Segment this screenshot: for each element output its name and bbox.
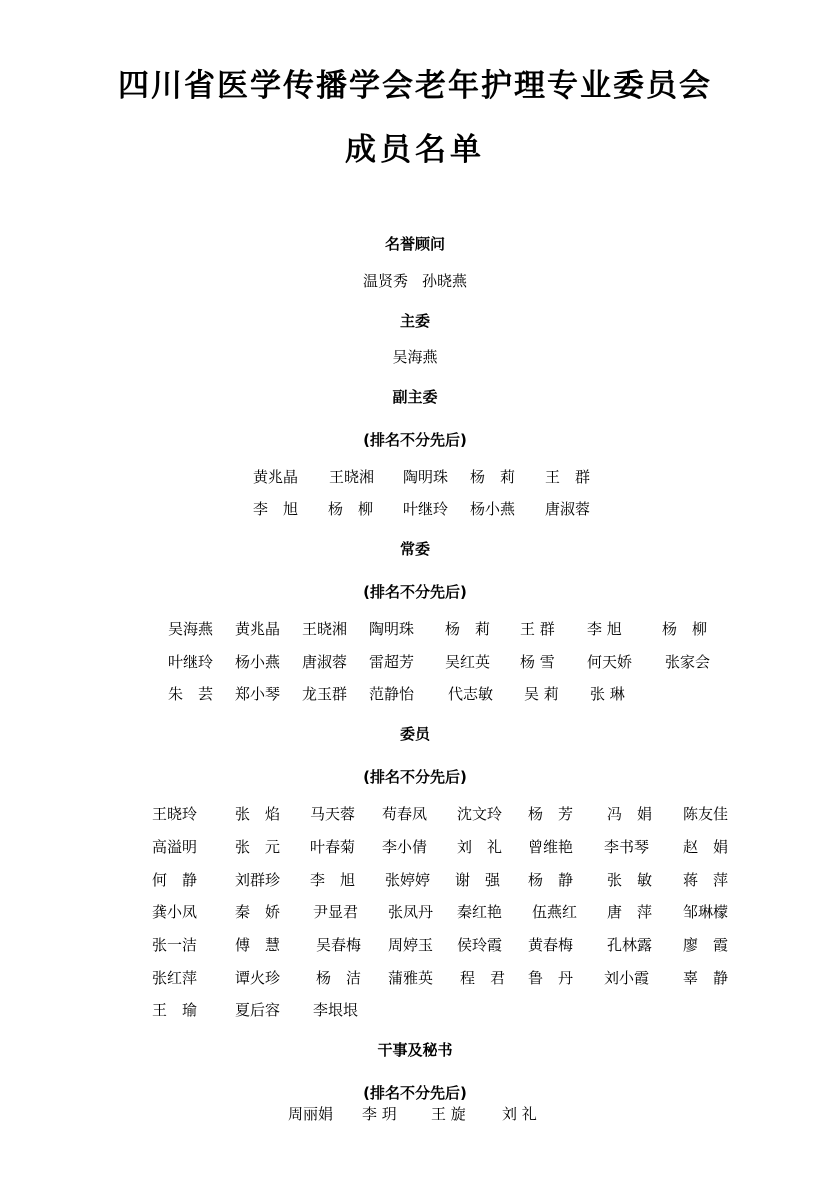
member-name: 张凤丹: [388, 903, 434, 921]
standing-name: 郑小琴: [235, 685, 281, 703]
member-name: 龚小凤: [152, 903, 198, 921]
secretaries-note: (排名不分先后): [363, 1084, 467, 1102]
members-row: [0, 934, 830, 954]
standing-name: 陶明珠: [369, 620, 415, 638]
member-name: 程 君: [460, 969, 506, 987]
member-name: 苟春凤: [382, 805, 428, 823]
member-name: 秦红艳: [457, 903, 503, 921]
chair-name: 吴海燕: [392, 348, 438, 366]
standing-heading: 常委: [399, 540, 430, 558]
secretary-name: 王 旋: [431, 1105, 466, 1123]
member-name: 张红萍: [152, 969, 198, 987]
member-name: 吴春梅: [316, 936, 362, 954]
vice-chair-name: 王 群: [545, 468, 591, 486]
honorary-names: [0, 270, 830, 290]
standing-name: 李 旭: [587, 620, 622, 638]
standing-name: 杨 莉: [445, 620, 491, 638]
member-name: 马天蓉: [310, 805, 356, 823]
members-note: (排名不分先后): [363, 768, 467, 786]
member-name: 高溢明: [152, 838, 198, 856]
standing-name: 龙玉群: [302, 685, 348, 703]
member-name: 叶春菊: [310, 838, 356, 856]
standing-name: 王 群: [520, 620, 555, 638]
member-name: 李小倩: [382, 838, 428, 856]
secretary-name: 李 玥: [362, 1105, 397, 1123]
vice-chair-note: (排名不分先后): [363, 431, 467, 449]
member-name: 孔林露: [607, 936, 653, 954]
standing-name: 杨 雪: [520, 653, 555, 671]
vice-chair-name: 王晓湘: [329, 468, 375, 486]
member-name: 杨 洁: [316, 969, 362, 987]
vice-chair-name: 杨 柳: [328, 500, 374, 518]
vice-chair-name: 叶继玲: [403, 500, 449, 518]
vice-chair-name: 黄兆晶: [253, 468, 299, 486]
member-name: 杨 芳: [528, 805, 574, 823]
member-name: 曾维艳: [528, 838, 574, 856]
member-name: 尹显君: [313, 903, 359, 921]
member-name: 谢 强: [455, 871, 501, 889]
vice-chair-row: [0, 498, 830, 518]
honorary-heading: 名誉顾问: [384, 235, 445, 253]
member-name: 周婷玉: [388, 936, 434, 954]
standing-name: 何天娇: [587, 653, 633, 671]
members-row: [0, 999, 830, 1019]
members-row: [0, 836, 830, 856]
standing-name: 代志敏: [448, 685, 494, 703]
member-name: 谭火珍: [235, 969, 281, 987]
standing-name: 张家会: [665, 653, 711, 671]
member-name: 沈文玲: [457, 805, 503, 823]
member-name: 侯玲霞: [457, 936, 503, 954]
standing-name: 吴 莉: [524, 685, 559, 703]
member-name: 廖 霞: [683, 936, 729, 954]
standing-name: 王晓湘: [302, 620, 348, 638]
secretaries-row: [0, 1103, 830, 1123]
member-name: 王 瑜: [152, 1001, 198, 1019]
vice-chair-name: 唐淑蓉: [545, 500, 591, 518]
member-name: 蒋 萍: [683, 871, 729, 889]
member-name: 鲁 丹: [528, 969, 574, 987]
member-name: 傅 慧: [235, 936, 281, 954]
member-name: 秦 娇: [235, 903, 281, 921]
standing-name: 范静怡: [369, 685, 415, 703]
member-name: 黄春梅: [528, 936, 574, 954]
vice-chair-row: [0, 466, 830, 486]
members-heading: 委员: [399, 725, 430, 743]
vice-chair-name: 陶明珠: [403, 468, 449, 486]
member-name: 唐 萍: [607, 903, 653, 921]
member-name: 李垠垠: [313, 1001, 359, 1019]
member-name: 邹琳檬: [683, 903, 729, 921]
member-name: 王晓玲: [152, 805, 198, 823]
standing-name: 杨 柳: [662, 620, 708, 638]
members-row: [0, 869, 830, 889]
member-name: 杨 静: [528, 871, 574, 889]
members-row: [0, 803, 830, 823]
member-name: 张 焰: [235, 805, 281, 823]
vice-chair-name: 杨 莉: [470, 468, 516, 486]
member-name: 刘小霞: [604, 969, 650, 987]
standing-row: [0, 683, 830, 703]
honorary-name: 温贤秀: [362, 272, 408, 290]
document-title: 四川省医学传播学会老年护理专业委员会: [118, 68, 712, 104]
member-name: 张一洁: [152, 936, 198, 954]
vice-chair-heading: 副主委: [392, 388, 438, 406]
member-name: 陈友佳: [683, 805, 729, 823]
member-name: 伍燕红: [532, 903, 578, 921]
standing-name: 雷超芳: [369, 653, 415, 671]
secretary-name: 周丽娟: [288, 1105, 334, 1123]
secretary-name: 刘 礼: [502, 1105, 537, 1123]
member-name: 冯 娟: [607, 805, 653, 823]
member-name: 夏后容: [235, 1001, 281, 1019]
standing-name: 杨小燕: [235, 653, 281, 671]
chair-names: [0, 346, 830, 366]
vice-chair-name: 杨小燕: [470, 500, 516, 518]
member-name: 刘 礼: [457, 838, 503, 856]
member-name: 李书琴: [604, 838, 650, 856]
member-name: 辜 静: [683, 969, 729, 987]
member-name: 张 元: [235, 838, 281, 856]
member-name: 何 静: [152, 871, 198, 889]
chair-heading: 主委: [399, 312, 430, 330]
standing-name: 张 琳: [590, 685, 625, 703]
standing-name: 叶继玲: [168, 653, 214, 671]
member-name: 李 旭: [310, 871, 356, 889]
secretaries-heading: 干事及秘书: [377, 1041, 453, 1059]
honorary-name: 孙晓燕: [422, 272, 468, 290]
member-name: 刘群珍: [235, 871, 281, 889]
standing-note: (排名不分先后): [363, 583, 467, 601]
member-name: 张 敏: [607, 871, 653, 889]
standing-name: 唐淑蓉: [302, 653, 348, 671]
standing-row: [0, 651, 830, 671]
document-subtitle: 成员名单: [345, 132, 485, 168]
standing-name: 吴红英: [445, 653, 491, 671]
member-name: 赵 娟: [683, 838, 729, 856]
standing-row: [0, 618, 830, 638]
member-name: 张婷婷: [385, 871, 431, 889]
standing-name: 朱 芸: [168, 685, 214, 703]
member-name: 蒲雅英: [388, 969, 434, 987]
vice-chair-name: 李 旭: [253, 500, 299, 518]
members-row: [0, 967, 830, 987]
standing-name: 吴海燕: [168, 620, 214, 638]
members-row: [0, 901, 830, 921]
standing-name: 黄兆晶: [235, 620, 281, 638]
